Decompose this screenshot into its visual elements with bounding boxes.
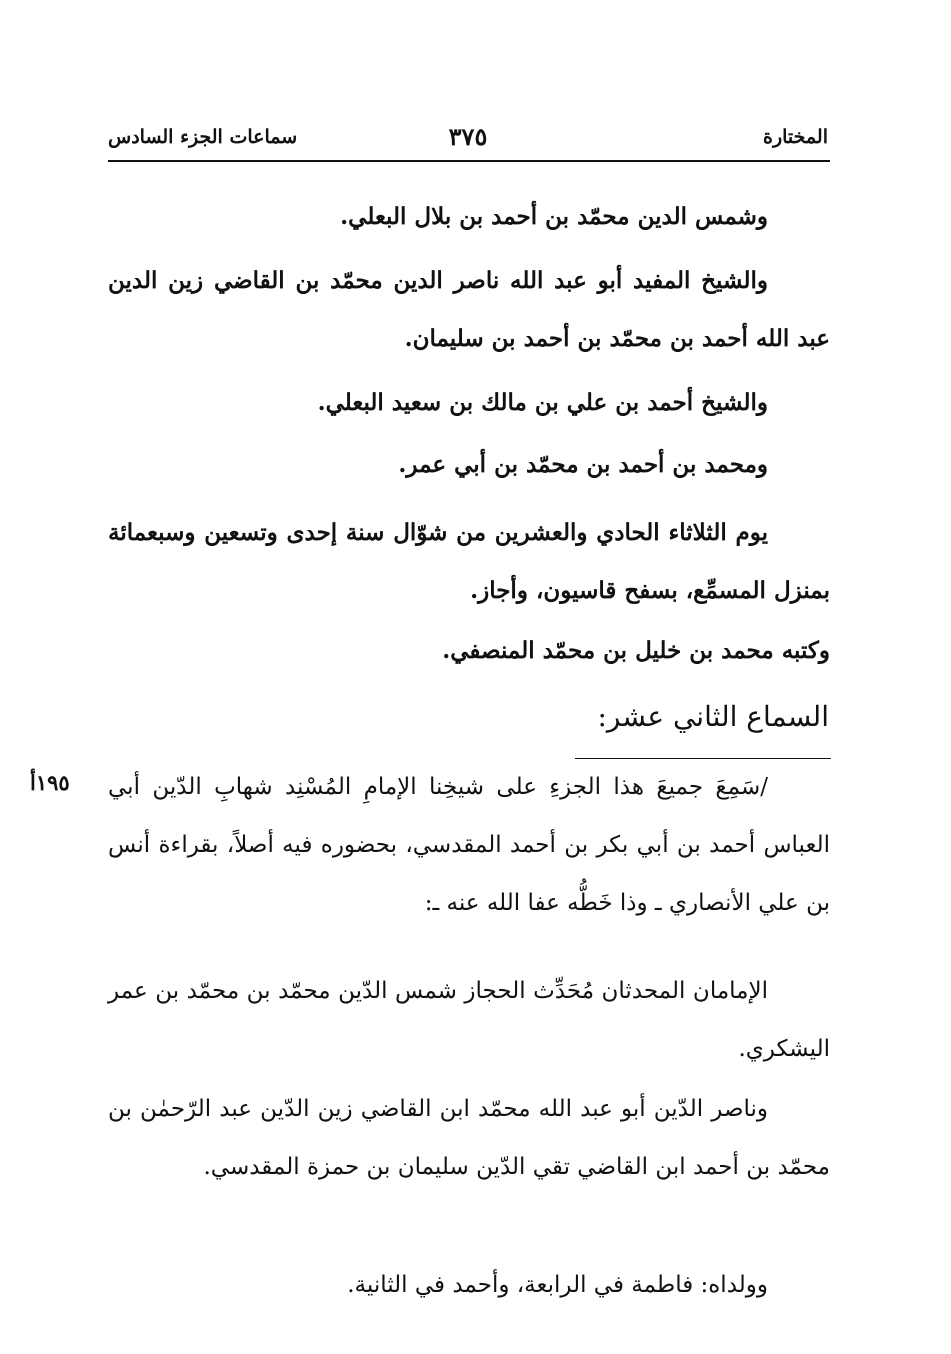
page-number: ٣٧٥ [448,122,488,151]
paragraph-4: ومحمد بن أحمد بن محمّد بن أبي عمر. [398,451,768,478]
margin-folio-note: ١٩٥أ [30,770,70,795]
paragraph-7: /سَمِعَ جميعَ هذا الجزءِ على شيخِنا الإمامِ المُسْنِد شهابِ الدّين أبي العباس أحمد بن أبي بكر بن أحمد المقدسي، بحضوره فيه أصلاً، بقراءة أنس بن علي الأنصاري ـ وذا خَطُّه عفا الله عنه ـ: [108,774,830,916]
paragraph-8: الإمامان المحدثان مُحَدِّث الحجاز شمس الدّين محمّد بن محمّد بن عمر اليشكري. [108,978,830,1062]
chapter-title: سماعات الجزء السادس [108,126,298,148]
paragraph-2: والشيخ المفيد أبو عبد الله ناصر الدين محمّد بن القاضي زين الدين عبد الله أحمد بن محمّد بن أحمد بن سليمان. [108,267,830,352]
paragraph-3: والشيخ أحمد بن علي بن مالك بن سعيد البعلي. [317,389,768,416]
paragraph-10: وولداه: فاطمة في الرابعة، وأحمد في الثانية. [347,1272,768,1298]
paragraph-5: يوم الثلاثاء الحادي والعشرين من شوّال سنة إحدى وتسعين وسبعمائة بمنزل المسمِّع، بسفح قاسيون، وأجاز. [108,519,830,604]
running-header [108,122,828,156]
paragraph-9: وناصر الدّين أبو عبد الله محمّد ابن القاضي زين الدّين عبد الرّحمٰن بن محمّد بن أحمد ابن القاضي تقي الدّين سليمان بن حمزة المقدسي. [108,1096,830,1180]
header-rule [108,160,830,162]
book-title: المختارة [763,126,828,148]
section-title: السماع الثاني عشر: [597,700,829,733]
paragraph-6: وكتبه محمد بن خليل بن محمّد المنصفي. [442,637,830,664]
paragraph-1: وشمس الدين محمّد بن أحمد بن بلال البعلي. [340,203,768,230]
